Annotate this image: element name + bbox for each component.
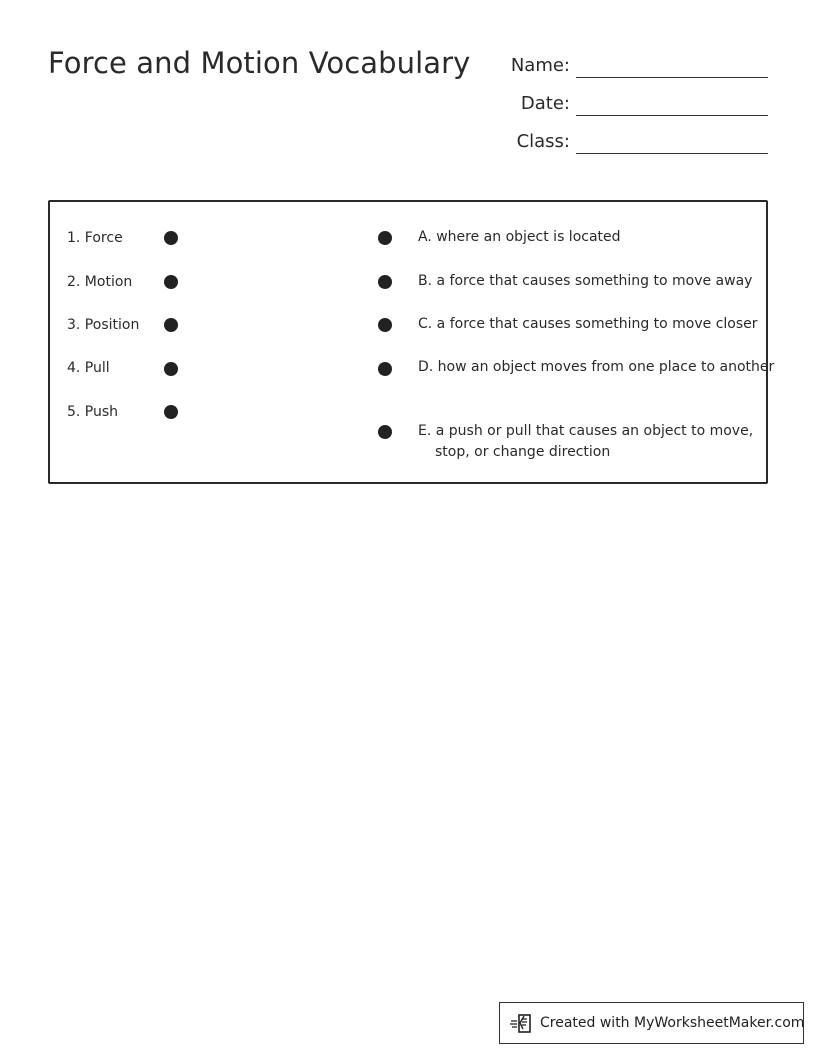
- term-match-dot[interactable]: [164, 318, 178, 332]
- term-match-dot[interactable]: [164, 405, 178, 419]
- definition-match-dot[interactable]: [378, 231, 392, 245]
- definition-match-dot[interactable]: [378, 275, 392, 289]
- class-line: [576, 153, 768, 154]
- term-match-dot[interactable]: [164, 231, 178, 245]
- term-item: 3. Position: [67, 317, 140, 333]
- footer-badge[interactable]: [499, 1002, 804, 1044]
- definition-match-dot[interactable]: [378, 425, 392, 439]
- definition-item: B. a force that causes something to move away: [418, 273, 753, 289]
- term-match-dot[interactable]: [164, 362, 178, 376]
- definition-item: E. a push or pull that causes an object to move, stop, or change direction: [418, 423, 754, 460]
- class-field: [490, 124, 768, 154]
- term-item: 4. Pull: [67, 360, 110, 376]
- definition-item: A. where an object is located: [418, 229, 621, 245]
- date-field: [490, 86, 768, 116]
- term-item: 1. Force: [67, 230, 123, 246]
- date-label: Date:: [520, 93, 570, 114]
- class-label: Class:: [516, 131, 570, 152]
- term-item: 5. Push: [67, 404, 119, 420]
- definition-match-dot[interactable]: [378, 318, 392, 332]
- term-match-dot[interactable]: [164, 275, 178, 289]
- name-label: Name:: [510, 55, 570, 76]
- definition-match-dot[interactable]: [378, 362, 392, 376]
- definition-item: C. a force that causes something to move closer: [418, 316, 758, 332]
- worksheet-maker-logo-icon: [510, 1013, 534, 1035]
- matching-box: [48, 200, 775, 484]
- name-line: [576, 77, 768, 78]
- page-title: Force and Motion Vocabulary: [48, 46, 471, 80]
- date-line: [576, 115, 768, 116]
- name-field: [490, 48, 768, 78]
- footer-credit: Created with MyWorksheetMaker.com: [540, 1015, 805, 1031]
- term-item: 2. Motion: [67, 274, 133, 290]
- definition-item: D. how an object moves from one place to another: [418, 359, 775, 375]
